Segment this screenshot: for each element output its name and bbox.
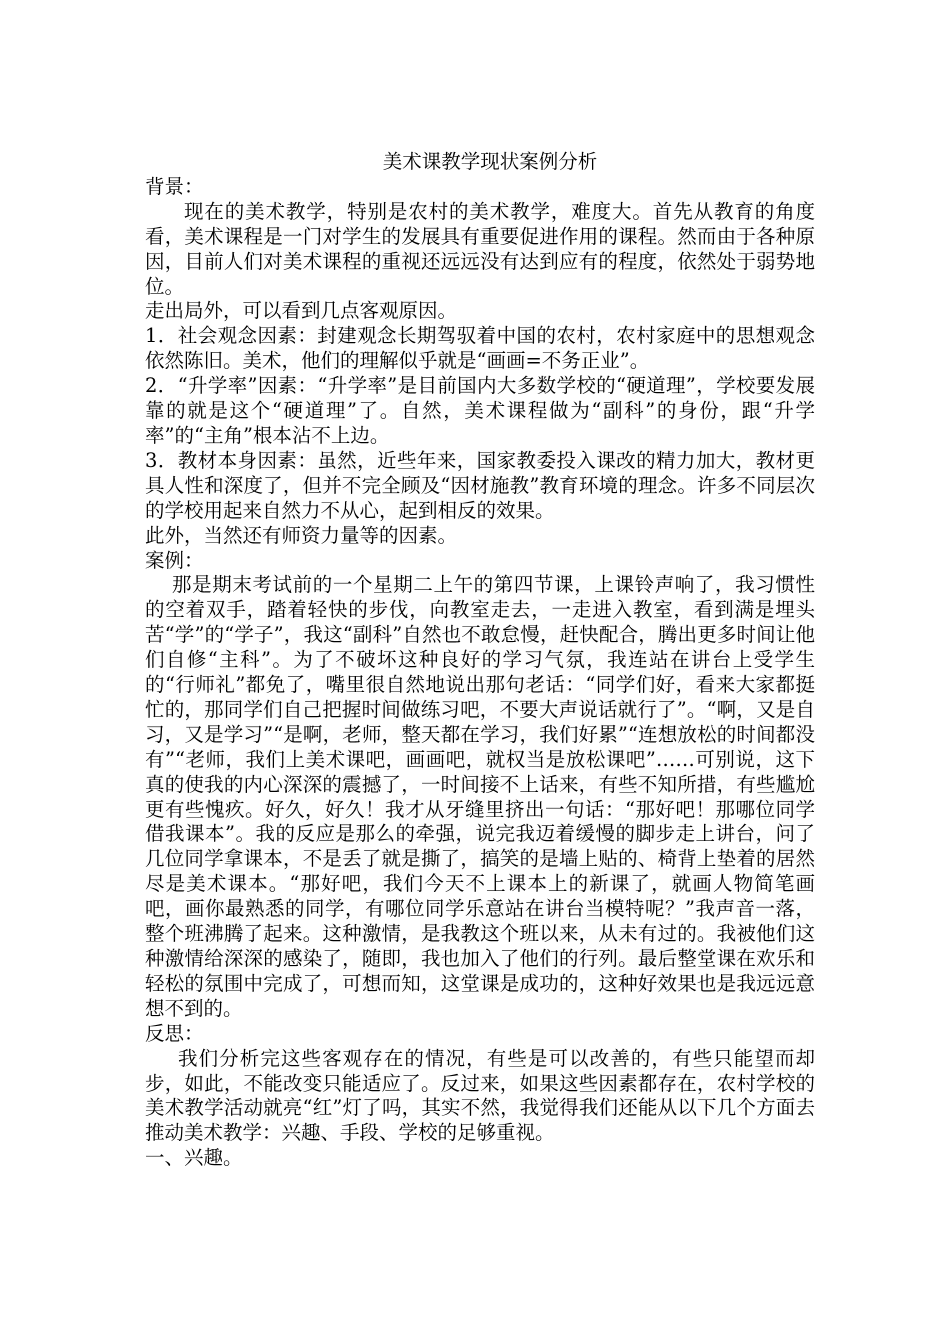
reasons-intro: 走出局外，可以看到几点客观原因。 [145, 299, 458, 323]
reflection-paragraph: 我们分析完这些客观存在的情况，有些是可以改善的，有些只能望而却步，如此，不能改变只能适应了。反过来，如果这些因素都存在，农村学校的美术教学活动就亮“红”灯了吗，其实不然，我觉得我们还能从以下几个方面去推动美术教学：兴趣、手段、学校的足够重视。 [145, 1046, 815, 1145]
reason-3: 3．教材本身因素：虽然，近些年来，国家教委投入课改的精力加大，教材更具人性和深度了，但并不完全顾及“因材施教”教育环境的理念。许多不同层次的学校用起来自然力不从心，起到相反的效果。 [145, 448, 815, 522]
background-paragraph: 现在的美术教学，特别是农村的美术教学，难度大。首先从教育的角度看，美术课程是一门对学生的发展具有重要促进作用的课程。然而由于各种原因，目前人们对美术课程的重视还远远没有达到应有的程度，依然处于弱势地位。 [145, 199, 815, 298]
case-paragraph: 那是期末考试前的一个星期二上午的第四节课，上课铃声响了，我习惯性的空着双手，踏着轻快的步伐，向教室走去，一走进入教室，看到满是埋头苦“学”的“学子”，我这“副科”自然也不敢怠慢，赶快配合，腾出更多时间让他们自修“主科”。为了不破坏这种良好的学习气氛，我连站在讲台上受学生的“行师礼”都免了，嘴里很自然地说出那句老话：“同学们好，看来大家都挺忙的，那同学们自己把握时间做练习吧，不要大声说话就行了”。“啊，又是自习，又是学习”“是啊，老师，整天都在学习，我们好累”“连想放松的时间都没有”“老师，我们上美术课吧，画画吧，就权当是放松课吧”……可别说，这下真的使我的内心深深的震撼了，一时间接不上话来，有些不知所措，有些尴尬更有些愧疚。好久，好久！我才从牙缝里挤出一句话：“那好吧！那哪位同学借我课本”。我的反应是那么的牵强，说完我迈着缓慢的脚步走上讲台，问了几位同学拿课本，不是丢了就是撕了，搞笑的是墙上贴的、椅背上垫着的居然尽是美术课本。“那好吧，我们今天不上课本上的新课了，就画人物简笔画吧，画你最熟悉的同学，有哪位同学乐意站在讲台当模特呢？”我声音一落，整个班沸腾了起来。这种激情，是我教这个班以来，从未有过的。我被他们这种激情给深深的感染了，随即，我也加入了他们的行列。最后整堂课在欢乐和轻松的氛围中完成了，可想而知，这堂课是成功的，这种好效果也是我远远意想不到的。 [145, 573, 815, 1020]
document-body [145, 150, 815, 1171]
reflection-heading: 反思： [145, 1021, 204, 1045]
reason-2: 2．“升学率”因素：“升学率”是目前国内大多数学校的“硬道理”，学校要发展靠的就是这个“硬道理”了。自然，美术课程做为“副科”的身份，跟“升学率”的“主角”根本沾不上边。 [145, 374, 815, 447]
reason-other: 此外，当然还有师资力量等的因素。 [145, 523, 458, 547]
document-title: 美术课教学现状案例分析 [382, 150, 598, 173]
case-heading: 案例： [145, 548, 204, 572]
subheading-interest: 一、兴趣。 [145, 1146, 243, 1170]
reason-1: 1．社会观念因素：封建观念长期驾驭着中国的农村，农村家庭中的思想观念依然陈旧。美术，他们的理解似乎就是“画画=不务正业”。 [145, 324, 815, 373]
background-heading: 背景： [145, 174, 204, 198]
